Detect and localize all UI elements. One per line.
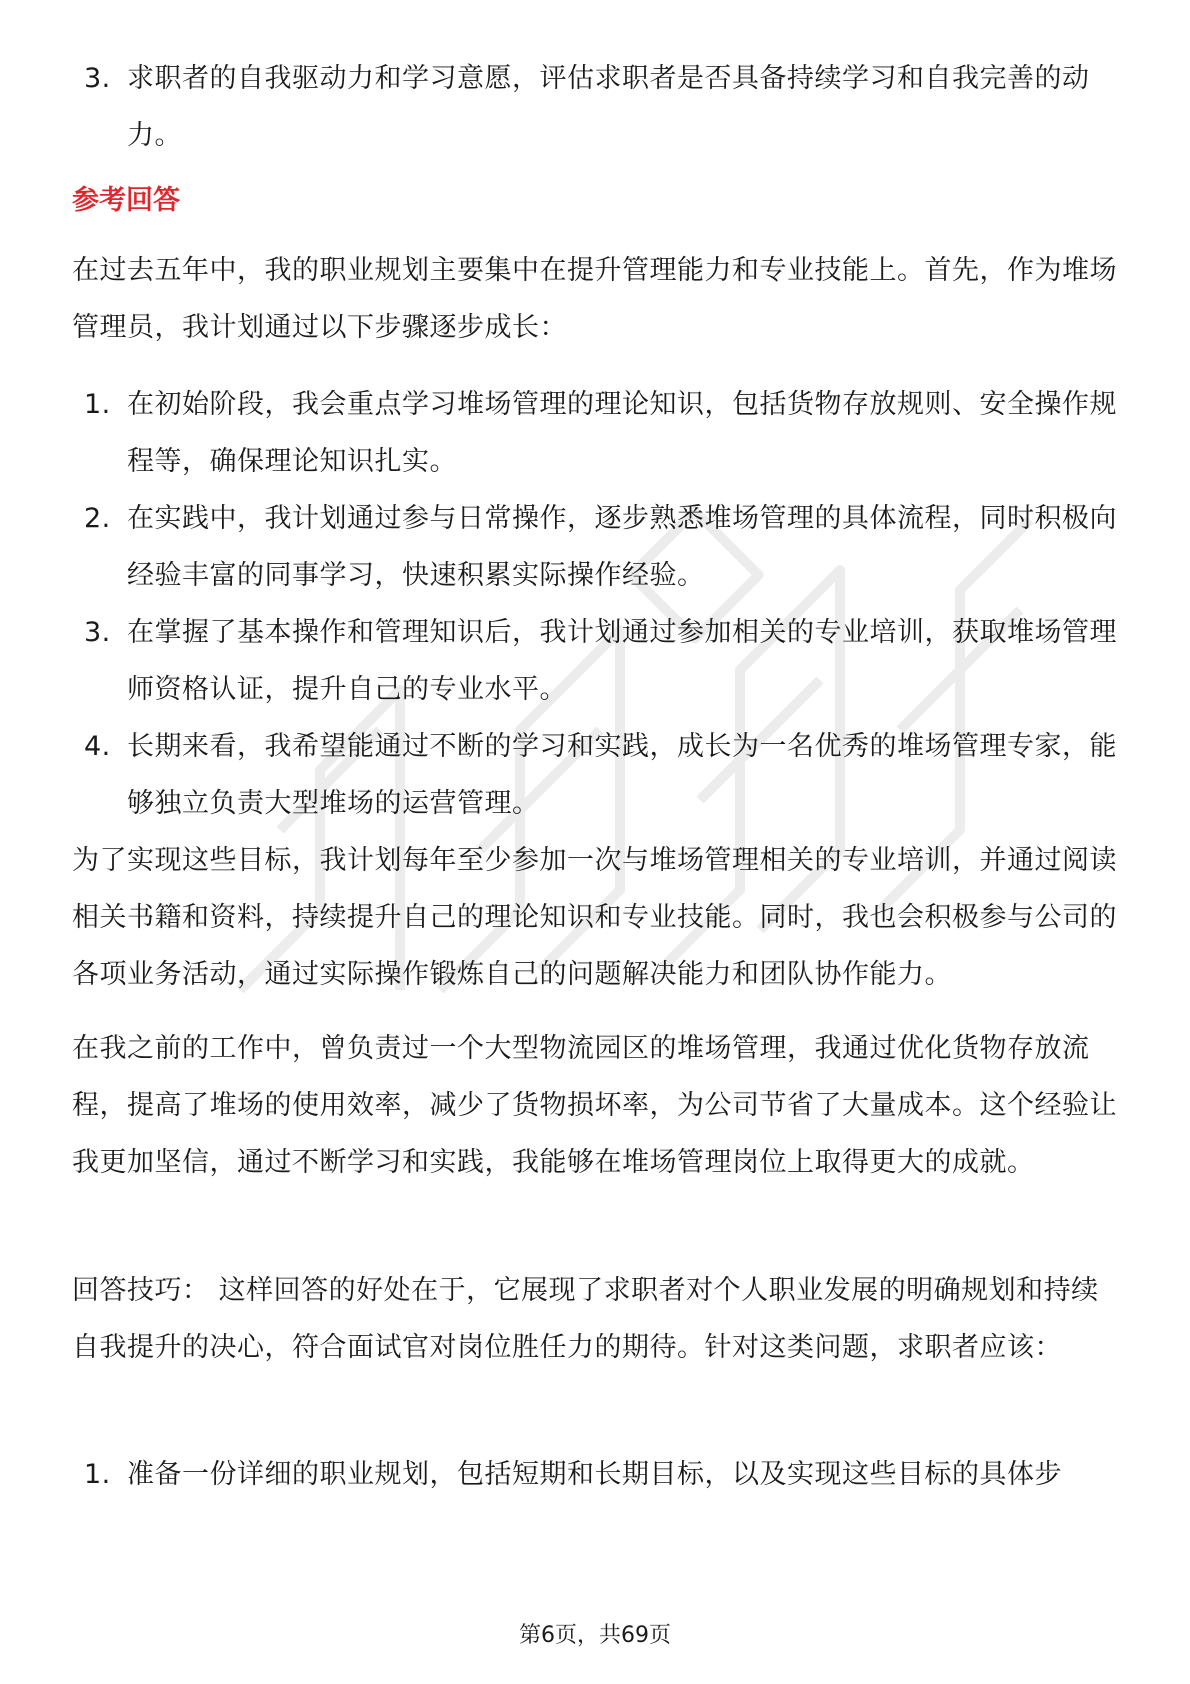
list-text: 准备一份详细的职业规划，包括短期和长期目标，以及实现这些目标的具体步 [127,1459,1062,1490]
list-text: 求职者的自我驱动力和学习意愿，评估求职者是否具备持续学习和自我完善的动力。 [127,63,1090,151]
tips-paragraph: 回答技巧： 这样回答的好处在于，它展现了求职者对个人职业发展的明确规划和持续自我提升的决心，符合面试官对岗位胜任力的期待。针对这类问题，求职者应该： [72,1275,1099,1363]
section-heading: 参考回答 [72,185,180,216]
list-number: 3. [84,617,111,648]
page-footer: 第6页，共69页 [519,1623,671,1648]
list-item [72,376,1122,490]
intro-list [72,50,1122,164]
list-number: 4. [84,731,111,762]
list-item [72,718,1122,832]
list-item [72,50,1122,164]
answer-paragraph-1: 在过去五年中，我的职业规划主要集中在提升管理能力和专业技能上。首先，作为堆场管理员，我计划通过以下步骤逐步成长： [72,255,1117,343]
list-text: 长期来看，我希望能通过不断的学习和实践，成长为一名优秀的堆场管理专家，能够独立负责大型堆场的运营管理。 [127,731,1117,819]
list-text: 在掌握了基本操作和管理知识后，我计划通过参加相关的专业培训，获取堆场管理师资格认证，提升自己的专业水平。 [127,617,1117,705]
list-item [72,490,1122,604]
list-number: 2. [84,503,111,534]
answer-paragraph-3: 在我之前的工作中，曾负责过一个大型物流园区的堆场管理，我通过优化货物存放流程，提高了堆场的使用效率，减少了货物损坏率，为公司节省了大量成本。这个经验让我更加坚信，通过不断学习和实践，我能够在堆场管理岗位上取得更大的成就。 [72,1033,1117,1178]
list-number: 3. [84,63,111,94]
list-number: 1. [84,1459,111,1490]
list-number: 1. [84,389,111,420]
list-text: 在初始阶段，我会重点学习堆场管理的理论知识，包括货物存放规则、安全操作规程等，确保理论知识扎实。 [127,389,1117,477]
list-item [72,1446,1122,1503]
list-text: 在实践中，我计划通过参与日常操作，逐步熟悉堆场管理的具体流程，同时积极向经验丰富的同事学习，快速积累实际操作经验。 [127,503,1117,591]
steps-list [72,376,1122,832]
answer-paragraph-2: 为了实现这些目标，我计划每年至少参加一次与堆场管理相关的专业培训，并通过阅读相关书籍和资料，持续提升自己的理论知识和专业技能。同时，我也会积极参与公司的各项业务活动，通过实际操作锻炼自己的问题解决能力和团队协作能力。 [72,845,1117,990]
tips-list [72,1446,1122,1503]
list-item [72,604,1122,718]
